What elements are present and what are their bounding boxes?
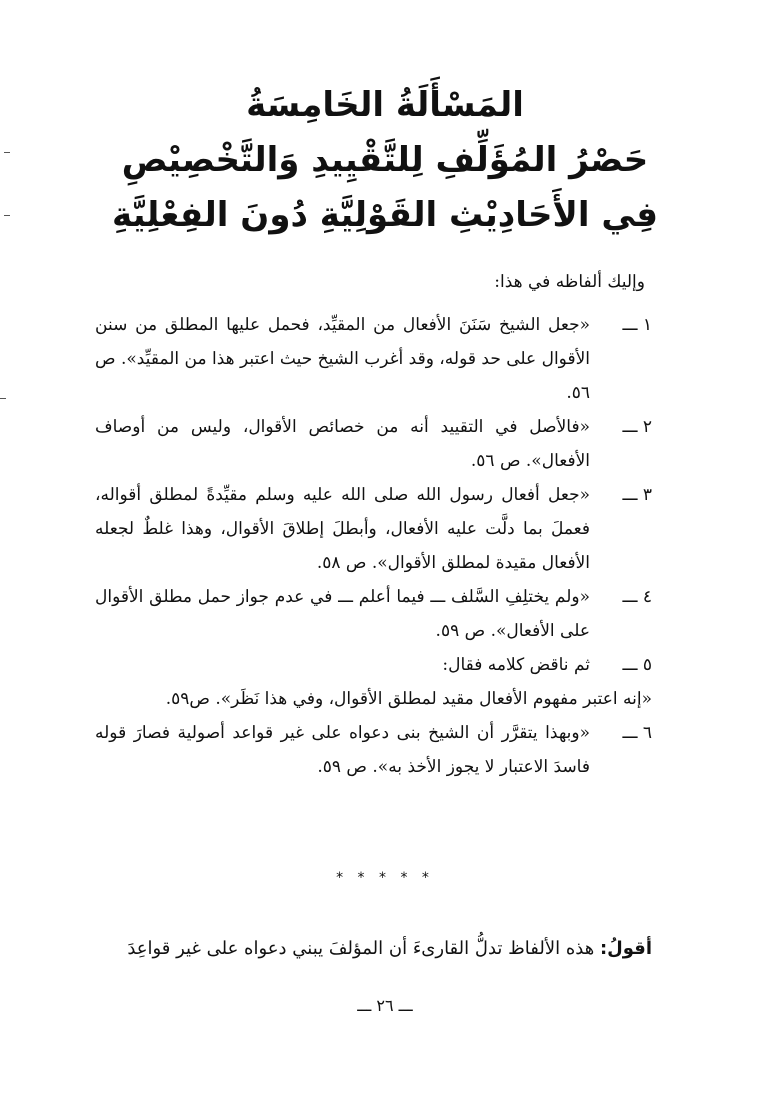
- margin-mark: [0, 398, 6, 399]
- closing-text: هذه الألفاظ تدلُّ القارىءَ أن المؤلفَ يبني دعواه على غير قواعِدَ: [127, 938, 600, 959]
- item-number: ١ ـــ: [622, 315, 652, 335]
- section-separator: * * * * *: [336, 870, 434, 886]
- item-text: «إنه اعتبر مفهوم الأفعال مقيد لمطلق الأقوال، وفي هذا نَظَر». ص٥٩.: [165, 689, 652, 709]
- item-text: «جعل أفعال رسول الله صلى الله عليه وسلم مقيِّدةً لمطلق أقواله، فعملَ بما دلَّت عليه الأفعال، وأبطلَ إطلاقَ الأقوال، وهذا غلطٌ لجعله الأفعال مقيدة لمطلق الأقوال». ص ٥٨.: [95, 485, 590, 573]
- list-item: [95, 410, 652, 478]
- page-number: ـــ ٢٦ ـــ: [357, 996, 413, 1015]
- item-number: ٦ ـــ: [622, 723, 652, 743]
- item-number: ٣ ـــ: [622, 485, 652, 505]
- intro-line: وإليك ألفاظه في هذا:: [494, 272, 645, 292]
- heading-line-2: حَصْرُ المُؤَلِّفِ لِلتَّقْيِيدِ وَالتَّخْصِيْصِ: [121, 140, 649, 180]
- item-number: ٥ ـــ: [622, 655, 652, 675]
- margin-mark: [4, 152, 10, 153]
- heading-line-3: فِي الأَحَادِيْثِ القَوْلِيَّةِ دُونَ الفِعْلِيَّةِ: [112, 195, 658, 235]
- list-item-quote: [95, 682, 652, 716]
- list-item: [95, 478, 652, 580]
- list-item: [95, 716, 652, 784]
- list-item: [95, 648, 652, 682]
- closing-paragraph: [110, 938, 652, 959]
- quotations-list: [95, 308, 652, 784]
- closing-lead: أقولُ:: [599, 938, 652, 959]
- item-text: «جعل الشيخ سَنَنَ الأفعال من المقيِّد، فحمل عليها المطلق من سنن الأقوال على حد قوله، وقد أغرب الشيخ حيث اعتبر هذا من المقيِّد». ص ٥٦.: [95, 315, 590, 403]
- item-number: ٢ ـــ: [622, 417, 652, 437]
- margin-mark: [4, 215, 10, 216]
- item-text: ثم ناقض كلامه فقال:: [442, 655, 590, 675]
- item-text: «وبهذا يتقرَّر أن الشيخ بنى دعواه على غير قواعد أصولية فصارَ قوله فاسدَ الاعتبار لا يجوز الأخذ به». ص ٥٩.: [95, 723, 590, 777]
- item-number: ٤ ـــ: [622, 587, 652, 607]
- item-text: «فالأصل في التقييد أنه من خصائص الأقوال، وليس من أوصاف الأفعال». ص ٥٦.: [95, 417, 590, 471]
- list-item: [95, 308, 652, 410]
- heading-line-1: المَسْأَلَةُ الخَامِسَةُ: [246, 85, 524, 125]
- chapter-heading: [0, 78, 770, 243]
- list-item: [95, 580, 652, 648]
- item-text: «ولم يختلِفِ السَّلف ـــ فيما أعلم ـــ في عدم جواز حمل مطلق الأقوال على الأفعال». ص ٥٩.: [95, 587, 590, 641]
